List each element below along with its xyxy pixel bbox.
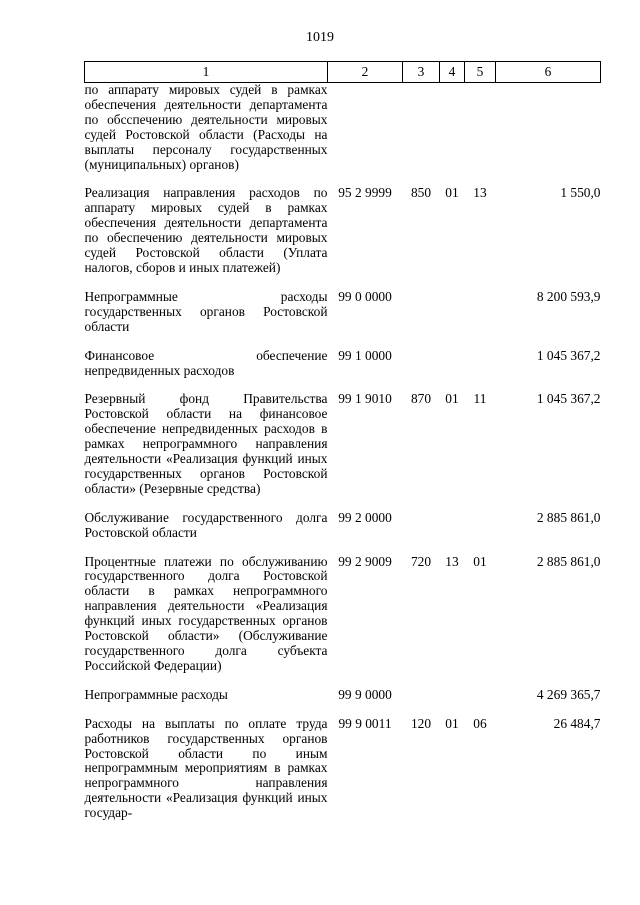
row-expense-type	[403, 349, 440, 379]
row-amount: 4 269 365,7	[536, 686, 601, 702]
row-subsection: 11	[473, 391, 487, 407]
column-header-3: 3	[403, 62, 440, 83]
row-subsection: 01	[473, 553, 487, 569]
row-description: Реализация направления расходов по аппарату мировых судей в рамках обеспечения деятельности департамента по обеспечению деятельности мировых судей Ростовской области (Уплата налогов, сборов и иных платежей)	[84, 185, 328, 275]
row-spacer	[85, 703, 601, 717]
row-section: 01	[445, 715, 459, 731]
row-target-code: 99 2 9009	[338, 553, 392, 569]
row-description: Расходы на выплаты по оплате труда работников государственных органов Ростовской области по иным непрограммным мероприятиям в рамках непрограммного направления деятельности «Реализация функций иных государ-	[84, 715, 328, 821]
table-row	[85, 290, 601, 335]
row-subsection	[465, 511, 496, 541]
row-expense-type: 720	[410, 553, 432, 569]
row-spacer	[85, 541, 601, 555]
row-target-code: 99 1 9010	[338, 391, 392, 407]
row-expense-type	[403, 290, 440, 335]
row-spacer	[85, 335, 601, 349]
row-amount: 2 885 861,0	[536, 509, 601, 525]
row-amount: 26 484,7	[553, 715, 601, 731]
table-row	[85, 83, 601, 173]
row-spacer	[85, 674, 601, 688]
row-description: Непрограммные расходы	[84, 686, 228, 702]
row-target-code: 99 9 0000	[338, 686, 392, 702]
row-target-code: 99 1 0000	[338, 347, 392, 363]
row-expense-type: 850	[410, 185, 432, 201]
row-description: Обслуживание государственного долга Ростовской области	[84, 509, 328, 540]
row-amount: 1 045 367,2	[536, 391, 601, 407]
table-row	[85, 688, 601, 703]
row-description: Финансовое обеспечение непредвиденных расходов	[84, 347, 328, 378]
row-subsection: 06	[473, 715, 487, 731]
row-amount: 2 885 861,0	[536, 553, 601, 569]
row-spacer	[85, 276, 601, 290]
row-expense-type: 870	[410, 391, 432, 407]
row-expense-type: 120	[410, 715, 432, 731]
row-target-code: 99 0 0000	[338, 288, 392, 304]
table-body	[85, 83, 601, 822]
table-row	[85, 717, 601, 821]
row-subsection: 13	[473, 185, 487, 201]
row-description: Резервный фонд Правительства Ростовской области на финансовое обеспечение непредвиденных расходов в рамках непрограммного направления деятельности «Реализация функций иных государственных органов Ростовской области» (Резервные средства)	[84, 391, 328, 496]
row-expense-type	[403, 511, 440, 541]
row-subsection	[465, 83, 496, 173]
row-section	[440, 511, 465, 541]
row-target-code: 95 2 9999	[338, 185, 392, 201]
table-row	[85, 349, 601, 379]
row-subsection	[465, 349, 496, 379]
row-subsection	[465, 688, 496, 703]
row-section	[440, 290, 465, 335]
row-section: 01	[445, 185, 459, 201]
table-header-row	[85, 62, 601, 83]
page-number: 1019	[306, 30, 334, 45]
row-section	[440, 688, 465, 703]
column-header-5: 5	[465, 62, 496, 83]
row-amount: 1 550,0	[560, 185, 601, 201]
table-row	[85, 186, 601, 275]
row-target-code	[328, 83, 403, 173]
column-header-2: 2	[328, 62, 403, 83]
row-description: Процентные платежи по обслуживанию государственного долга Ростовской области в рамках непрограммного направления деятельности «Реализация функций иных государственных органов Ростовской области» (Обслуживание государственного долга субъекта Российской Федерации)	[84, 553, 328, 673]
row-subsection	[465, 290, 496, 335]
column-header-4: 4	[440, 62, 465, 83]
row-expense-type	[403, 688, 440, 703]
column-header-6: 6	[496, 62, 601, 83]
row-amount: 1 045 367,2	[536, 347, 601, 363]
row-section	[440, 83, 465, 173]
row-target-code: 99 9 0011	[338, 715, 392, 731]
row-expense-type	[403, 83, 440, 173]
table-row	[85, 511, 601, 541]
row-description: по аппарату мировых судей в рамках обеспечения деятельности департамента по обсспечению деятельности мировых судей Ростовской области (Расходы на выплаты персоналу государственных (муниципальных) органов)	[84, 82, 328, 172]
budget-table	[84, 61, 601, 821]
row-spacer	[85, 497, 601, 511]
column-header-1: 1	[85, 62, 328, 83]
row-description: Непрограммные расходы государственных органов Ростовской области	[84, 288, 328, 334]
row-amount	[496, 83, 601, 173]
table-row	[85, 392, 601, 496]
row-section: 13	[445, 553, 459, 569]
row-section	[440, 349, 465, 379]
row-target-code: 99 2 0000	[338, 509, 392, 525]
row-amount: 8 200 593,9	[536, 288, 601, 304]
row-section: 01	[445, 391, 459, 407]
table-row	[85, 555, 601, 674]
row-spacer	[85, 172, 601, 186]
row-spacer	[85, 378, 601, 392]
